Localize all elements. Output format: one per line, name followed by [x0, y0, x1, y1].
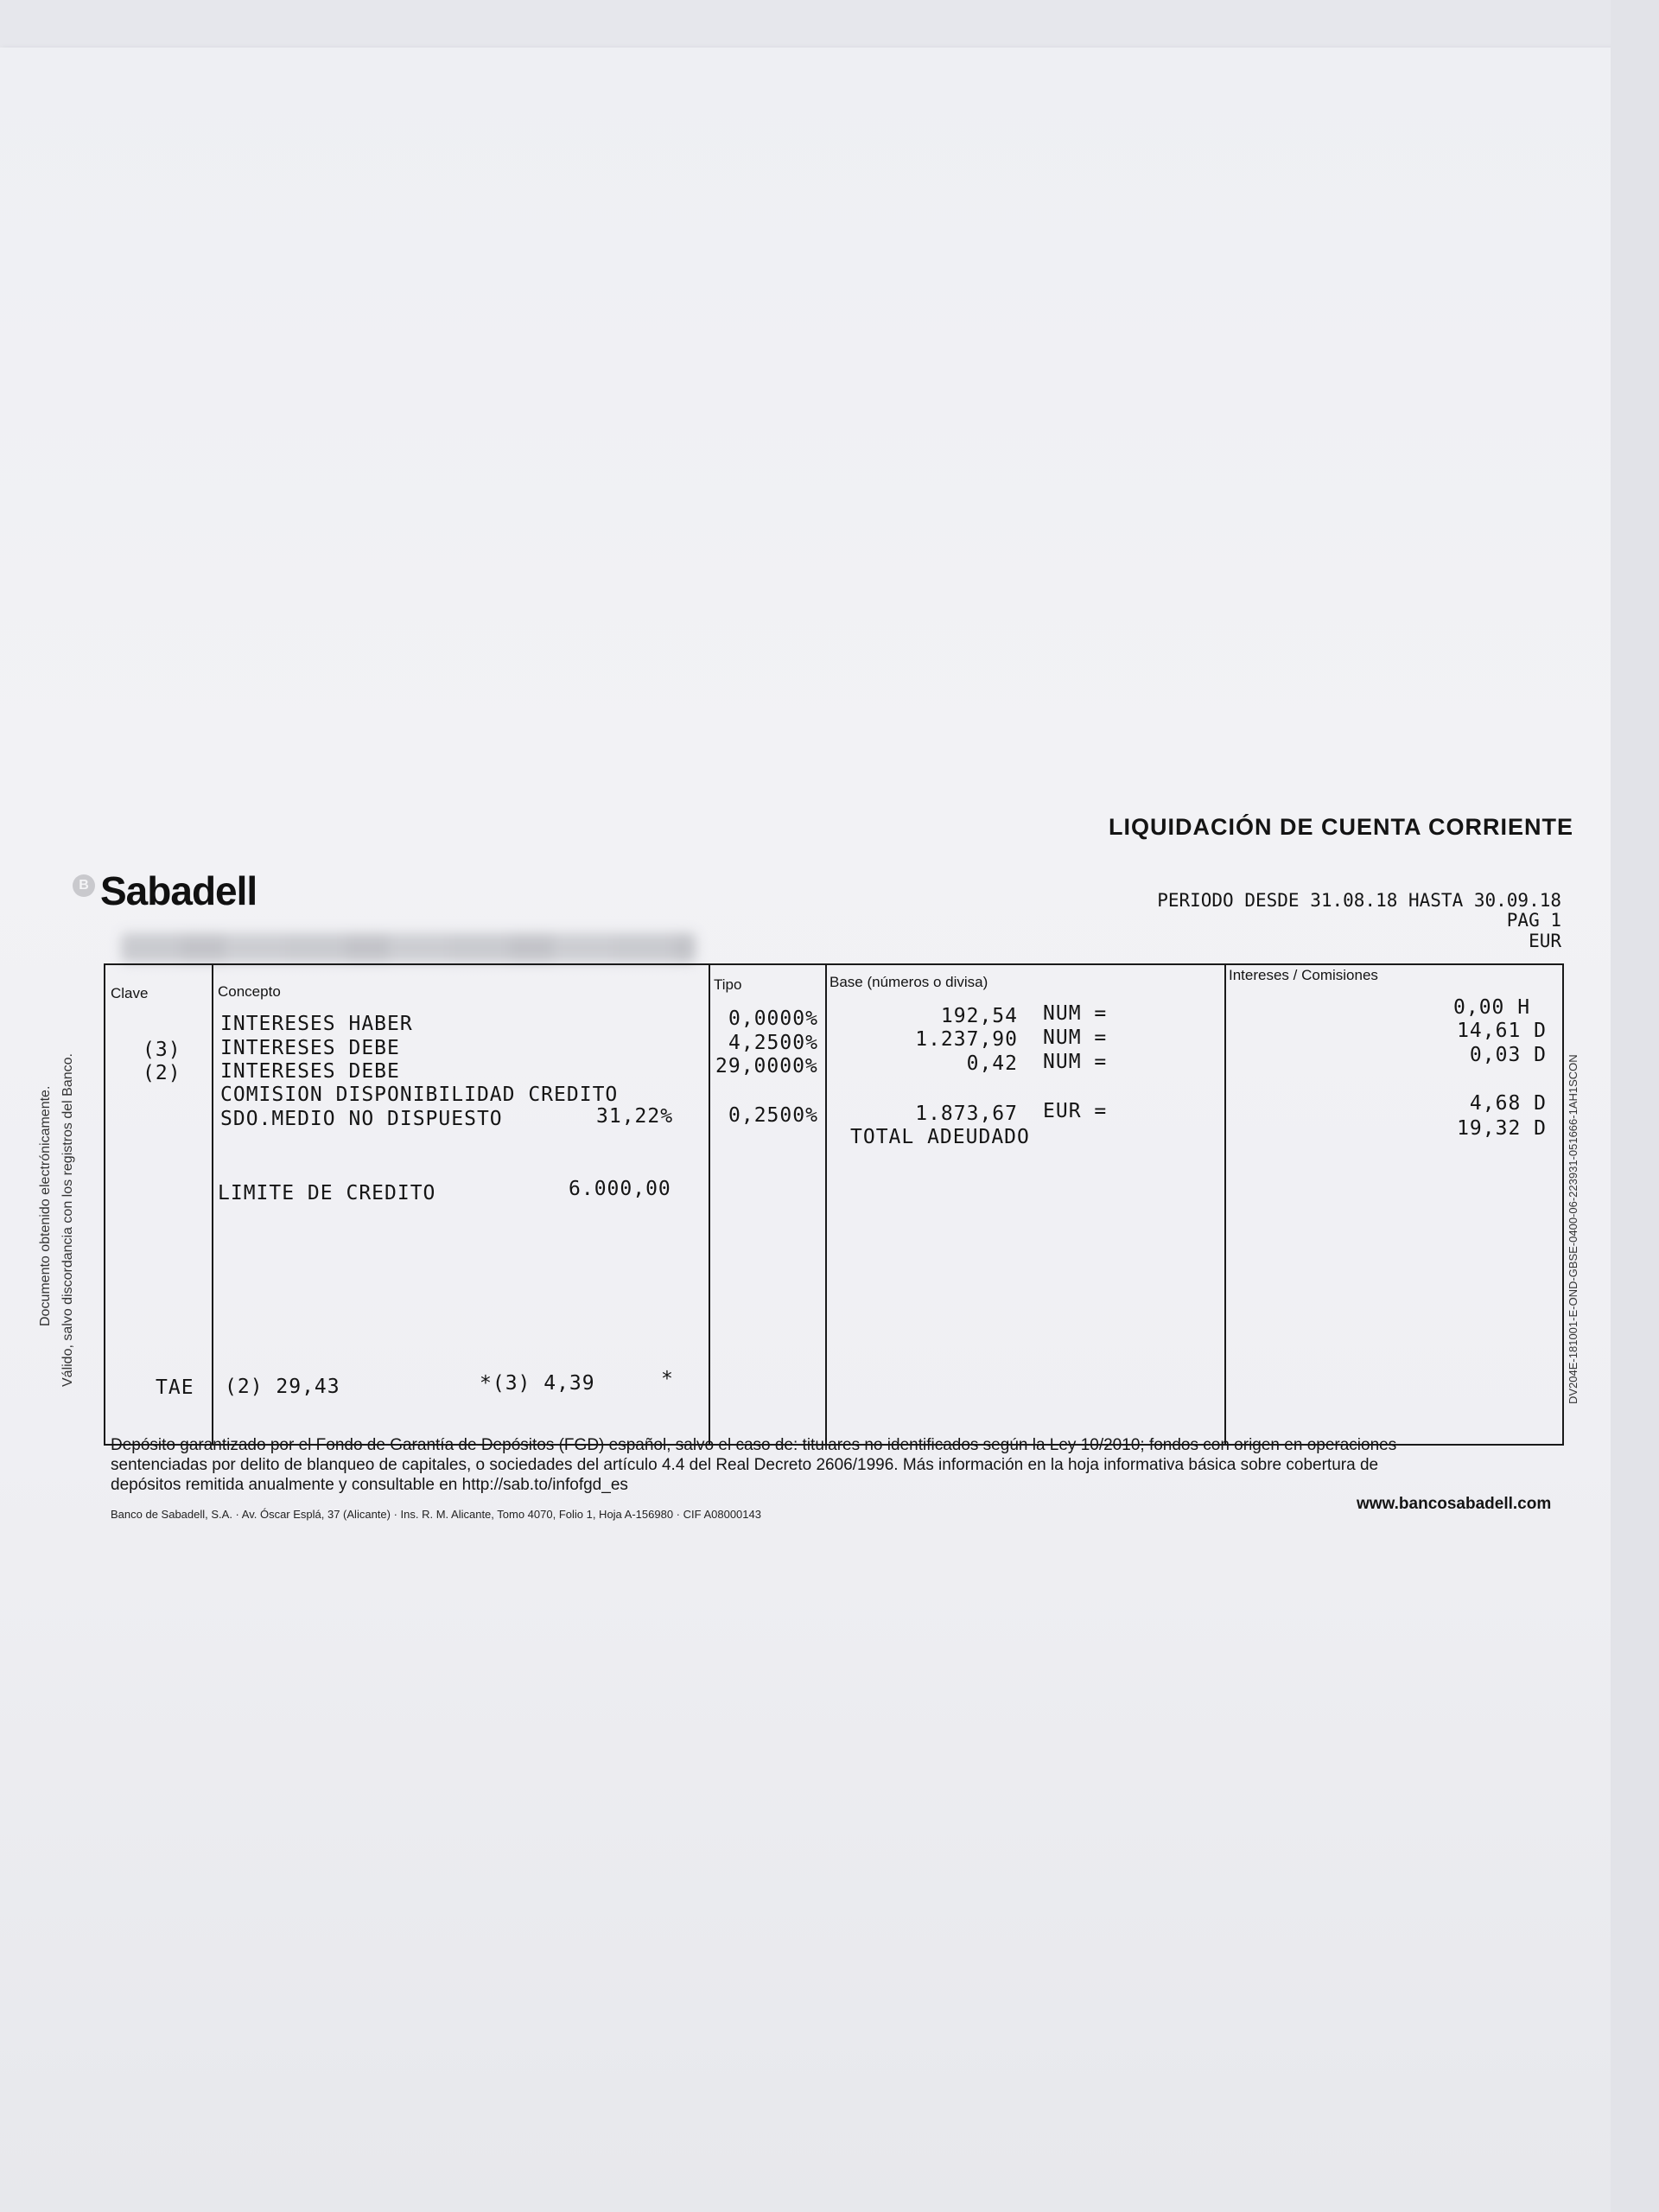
comision-base-unit: EUR =	[1043, 1100, 1108, 1122]
row1-tipo: 0,0000%	[728, 1007, 818, 1030]
total-adeudado-label: TOTAL ADEUDADO	[850, 1126, 1030, 1148]
fgd-notice-line2: sentenciadas por delito de blanqueo de capitales, o sociedades del artículo 4.4 del Real Decreto 2606/1996. Más información en la hoja informativa básica sobre cobertura de	[111, 1456, 1379, 1474]
redacted-account-info	[121, 933, 696, 963]
row1-base-unit: NUM =	[1043, 1002, 1108, 1025]
row1-base: 192,54	[940, 1005, 1018, 1027]
limite-credito-value: 6.000,00	[569, 1178, 671, 1200]
row3-base: 0,42	[966, 1052, 1018, 1075]
row1-importe: 0,00 H	[1453, 996, 1531, 1019]
limite-credito-label: LIMITE DE CREDITO	[218, 1182, 436, 1205]
brand-logo-text: Sabadell	[100, 868, 257, 913]
legal-registry-info: Banco de Sabadell, S.A. · Av. Óscar Esplá, 37 (Alicante) · Ins. R. M. Alicante, Tomo 4070, Folio 1, Hoja A-156980 · CIF A08000143	[111, 1508, 761, 1521]
column-divider-clave	[212, 963, 213, 1446]
tae-value-2: (2) 29,43	[225, 1376, 340, 1398]
row3-concepto: INTERESES DEBE	[220, 1060, 400, 1083]
column-divider-concepto	[709, 963, 710, 1446]
fgd-notice-line3: depósitos remitida anualmente y consultable en http://sab.to/infofgd_es	[111, 1476, 628, 1494]
row3-tipo: 29,0000%	[715, 1055, 818, 1077]
row2-concepto: INTERESES DEBE	[220, 1037, 400, 1059]
row3-clave: (2)	[143, 1062, 181, 1084]
header-concepto: Concepto	[218, 983, 281, 1000]
page-number: PAG 1	[1506, 910, 1561, 931]
row2-base: 1.237,90	[915, 1028, 1018, 1051]
comision-tipo: 0,2500%	[728, 1104, 818, 1127]
website-link: www.bancosabadell.com	[1357, 1495, 1552, 1513]
fgd-notice-line1: Depósito garantizado por el Fondo de Garantía de Depósitos (FGD) español, salvo el caso de: titulares no identificados según la Ley 10/2010; fondos con origen en operaciones	[111, 1436, 1397, 1454]
row3-importe: 0,03 D	[1469, 1044, 1547, 1066]
header-intereses: Intereses / Comisiones	[1229, 967, 1378, 983]
side-note-electronic: Documento obtenido electrónicamente.	[38, 1085, 53, 1326]
header-tipo: Tipo	[714, 976, 742, 993]
row2-clave: (3)	[143, 1039, 181, 1061]
comision-importe: 4,68 D	[1469, 1092, 1547, 1115]
row1-concepto: INTERESES HABER	[220, 1013, 413, 1035]
side-note-validity: Válido, salvo discordancia con los registros del Banco.	[60, 1053, 75, 1387]
sdo-medio-label: SDO.MEDIO NO DISPUESTO	[220, 1108, 503, 1130]
header-clave: Clave	[111, 985, 149, 1001]
row2-importe: 14,61 D	[1457, 1020, 1547, 1042]
tae-value-3: *(3) 4,39	[480, 1372, 595, 1395]
column-divider-tipo	[825, 963, 827, 1446]
header-base: Base (números o divisa)	[830, 974, 988, 990]
row2-tipo: 4,2500%	[728, 1032, 818, 1054]
currency-label: EUR	[1529, 931, 1561, 951]
column-divider-base	[1224, 963, 1226, 1446]
tae-star: *	[661, 1368, 674, 1390]
tae-label: TAE	[156, 1376, 194, 1399]
comision-concepto: COMISION DISPONIBILIDAD CREDITO	[220, 1084, 619, 1106]
row2-base-unit: NUM =	[1043, 1027, 1108, 1049]
document-title: LIQUIDACIÓN DE CUENTA CORRIENTE	[1109, 814, 1574, 840]
document-reference-code: DV204E-181001-E-OND-GBSE-0400-06-223931-051666-1AH1SCON	[1567, 1054, 1580, 1404]
background-strip	[1611, 0, 1659, 2212]
sabadell-logo-icon: B	[73, 874, 95, 897]
comision-base: 1.873,67	[915, 1103, 1018, 1125]
total-adeudado-value: 19,32 D	[1457, 1117, 1547, 1140]
row3-base-unit: NUM =	[1043, 1051, 1108, 1073]
settlement-table	[104, 963, 1564, 1446]
period-range: PERIODO DESDE 31.08.18 HASTA 30.09.18	[1157, 890, 1561, 911]
sdo-medio-pct: 31,22%	[596, 1105, 674, 1128]
